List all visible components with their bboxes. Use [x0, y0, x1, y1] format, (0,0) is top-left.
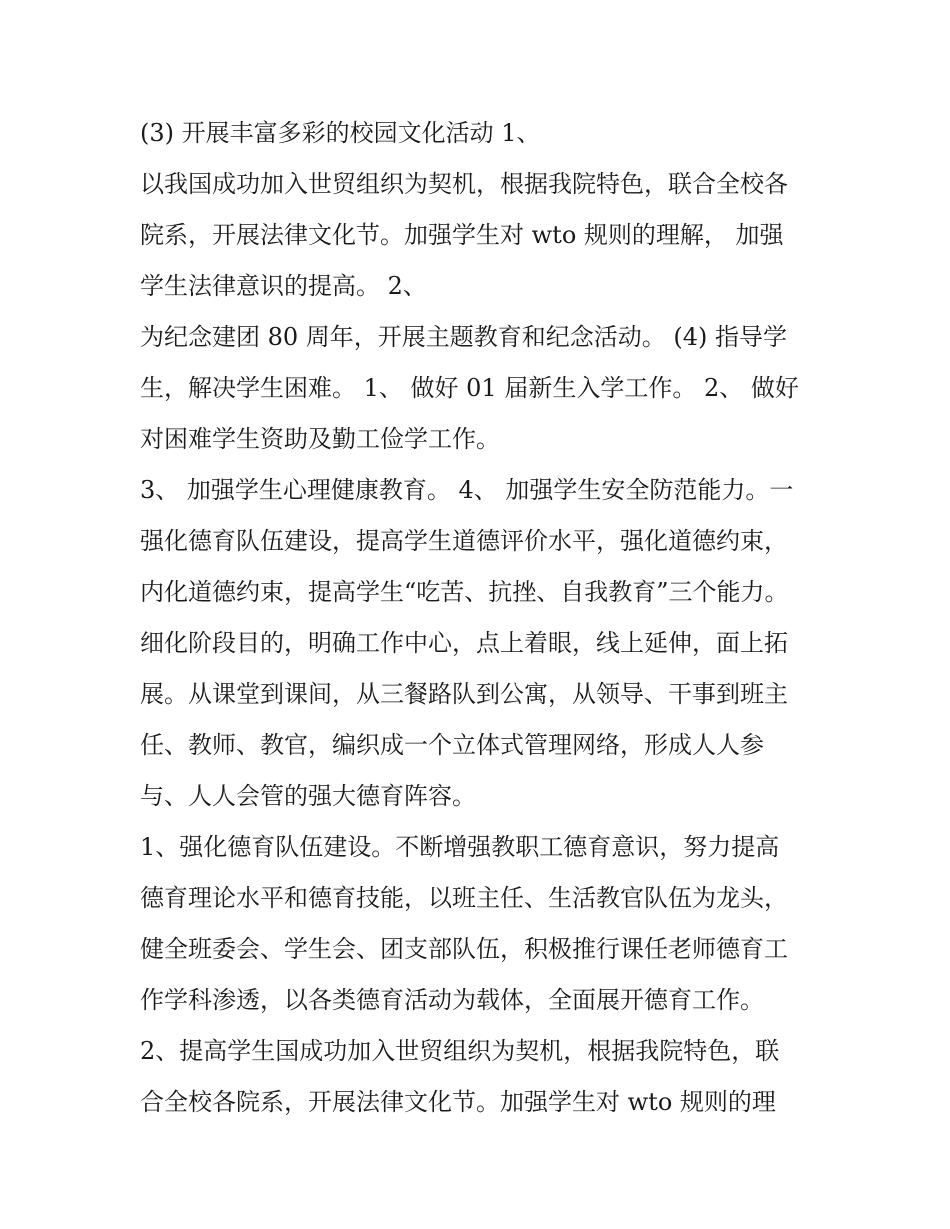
text-line: 德育理论水平和德育技能，以班主任、生活教官队伍为龙头， [140, 884, 788, 912]
body-text [140, 108, 820, 1128]
text-line: (3) 开展丰富多彩的校园文化活动 1、 [140, 119, 541, 147]
text-line: 院系，开展法律文化节。加强学生对 wto 规则的理解， 加强 [140, 221, 784, 249]
text-line: 细化阶段目的，明确工作中心，点上着眼，线上延伸，面上拓 [140, 629, 788, 657]
text-line: 内化道德约束，提高学生“吃苦、抗挫、自我教育”三个能力。 [140, 578, 789, 606]
text-line: 生，解决学生困难。 1、 做好 01 届新生入学工作。 2、 做好 [140, 374, 799, 402]
text-line: 2、提高学生国成功加入世贸组织为契机，根据我院特色，联 [140, 1037, 780, 1065]
text-line: 强化德育队伍建设，提高学生道德评价水平，强化道德约束， [140, 527, 788, 555]
text-line: 任、教师、教官，编织成一个立体式管理网络，形成人人参 [140, 731, 764, 759]
text-line: 作学科渗透，以各类德育活动为载体，全面展开德育工作。 [140, 986, 764, 1014]
text-line: 1、强化德育队伍建设。不断增强教职工德育意识，努力提高 [140, 833, 780, 861]
text-line: 学生法律意识的提高。 2、 [140, 272, 427, 300]
text-line: 展。从课堂到课间，从三餐路队到公寓，从领导、干事到班主 [140, 680, 788, 708]
text-line: 3、 加强学生心理健康教育。 4、 加强学生安全防范能力。一 [140, 476, 794, 504]
text-line: 健全班委会、学生会、团支部队伍，积极推行课任老师德育工 [140, 935, 788, 963]
text-line: 为纪念建团 80 周年，开展主题教育和纪念活动。 (4) 指导学 [140, 323, 788, 351]
text-line: 与、人人会管的强大德育阵容。 [140, 782, 476, 810]
text-line: 对困难学生资助及勤工俭学工作。 [140, 425, 500, 453]
text-line: 合全校各院系，开展法律文化节。加强学生对 wto 规则的理 [140, 1088, 776, 1116]
text-line: 以我国成功加入世贸组织为契机，根据我院特色，联合全校各 [140, 170, 788, 198]
